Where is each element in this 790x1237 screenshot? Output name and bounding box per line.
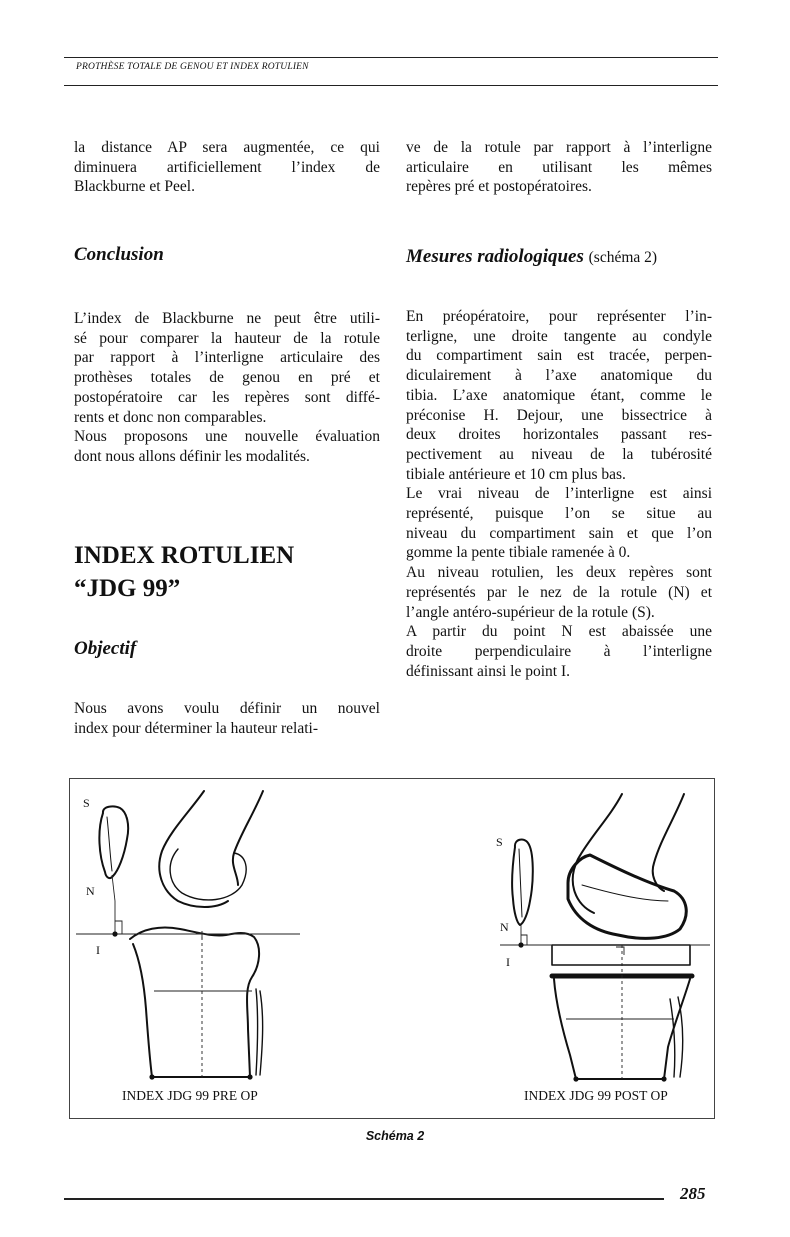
text-line: définissant ainsi le point I. (406, 662, 571, 680)
post-op-label-s: S (496, 835, 503, 849)
objectif-paragraph (74, 699, 380, 738)
text-line: prothèses totales de genou en pré et (74, 369, 380, 387)
mesures-heading-text: Mesures radiologiques (406, 246, 584, 267)
mesures-heading (406, 246, 657, 268)
pre-op-condyle (170, 849, 246, 900)
conclusion-paragraph (74, 309, 380, 467)
text-line: Au niveau rotulien, les deux repères sont (406, 564, 712, 582)
text-line: tibia. L’axe anatomique étant, comme le (406, 386, 712, 404)
text-line: Le vrai niveau de l’interligne est ainsi (406, 485, 712, 503)
pre-op-tibia-dot-right (247, 1074, 252, 1079)
right-intro-paragraph (406, 138, 712, 197)
post-op-tibia-dot-left (573, 1076, 578, 1081)
text-line: par rapport à l’interligne articulaire des (74, 349, 380, 367)
text-line: préconise H. Dejour, une bissectrice à (406, 406, 712, 424)
conclusion-heading: Conclusion (74, 244, 164, 265)
text-line: représenté, puisque l’on se situe au (406, 505, 712, 523)
text-line: deux droites horizontales passant res- (406, 426, 712, 444)
text-line: dont nous allons définir les modalités. (74, 447, 310, 465)
post-op-label-n: N (500, 920, 509, 934)
text-line: sé pour comparer la hauteur de la rotule (74, 329, 380, 347)
text-line: Nous proposons une nouvelle évaluation (74, 428, 380, 446)
text-line: En préopératoire, pour représenter l’in- (406, 308, 712, 325)
text-line: l’angle antéro-supérieur de la rotule (S). (406, 603, 655, 621)
heading-line: “JDG 99” (74, 575, 181, 602)
footer-rule (64, 1198, 664, 1200)
text-line: repères pré et postopératoires. (406, 178, 592, 196)
text-line: terligne, une droite tangente au condyle (406, 327, 712, 345)
text-line: postopératoire car les repères sont diffé- (74, 388, 380, 406)
post-op-femoral-component (568, 855, 686, 938)
mesures-heading-suffix: (schéma 2) (588, 249, 658, 266)
pre-op-femur-back (233, 791, 263, 885)
objectif-heading: Objectif (74, 638, 137, 659)
post-op-component-inner (582, 885, 668, 901)
text-line: gomme la pente tibiale ramenée à 0. (406, 544, 631, 562)
pre-op-caption: INDEX JDG 99 PRE OP (122, 1088, 258, 1103)
text-line: articulaire en utilisant les mêmes (406, 158, 712, 176)
text-line: diculairement à l’axe anatomique du (406, 367, 712, 385)
figure-title: Schéma 2 (365, 1129, 425, 1143)
pre-op-fibula (256, 989, 263, 1075)
text-line: représentés par le nez de la rotule (N) et (406, 583, 712, 601)
pre-op-patella-axis (112, 875, 115, 901)
pre-op-patella-inner (107, 817, 112, 871)
text-line: niveau du compartiment sain et que l’on (406, 524, 712, 542)
text-line: L’index de Blackburne ne peut être utili- (74, 310, 380, 327)
post-op-femur-back (653, 794, 684, 891)
pre-op-patella (99, 806, 128, 878)
text-line: Blackburne et Peel. (74, 178, 195, 196)
heading-line: INDEX ROTULIEN (74, 542, 295, 569)
schema-2-figure (69, 778, 715, 1119)
post-op-point-i (518, 942, 523, 947)
left-intro-paragraph (74, 138, 380, 197)
pre-op-label-s: S (83, 796, 90, 810)
header-top-rule (64, 57, 718, 58)
pre-op-label-n: N (86, 884, 95, 898)
text-line: rents et donc non comparables. (74, 408, 267, 426)
pre-op-femur-front (159, 791, 228, 907)
pre-op-tibia (130, 927, 259, 1077)
text-line: du compartiment sain est tracée, perpen- (406, 347, 712, 365)
post-op-femur-front (573, 794, 622, 913)
text-line: tibiale antérieure et 10 cm plus bas. (406, 465, 626, 483)
text-line: ve de la rotule par rapport à l’interligne (406, 139, 712, 156)
text-line: Nous avons voulu définir un nouvel (74, 700, 380, 717)
knee-diagram (70, 779, 714, 1118)
text-line: droite perpendiculaire à l’interligne (406, 642, 712, 660)
pre-op-label-i: I (96, 943, 100, 957)
text-line: pectivement au niveau de la tubérosité (406, 445, 712, 463)
post-op-small-square (616, 947, 624, 955)
pre-op-tibia-dot-left (149, 1074, 154, 1079)
index-rotulien-heading (74, 539, 294, 605)
text-line: index pour déterminer la hauteur relati- (74, 719, 319, 737)
text-line: diminuera artificiellement l’index de (74, 158, 380, 176)
post-op-patella-inner (519, 849, 522, 917)
post-op-tibial-insert (552, 945, 690, 965)
text-line: A partir du point N est abaissée une (406, 623, 712, 641)
post-op-drawing (512, 794, 692, 1079)
header-bottom-rule (64, 85, 718, 86)
running-head: PROTHÈSE TOTALE DE GENOU ET INDEX ROTULIEN (76, 62, 309, 72)
mesures-paragraph (406, 307, 712, 681)
post-op-label-i: I (506, 955, 510, 969)
post-op-patella (512, 840, 533, 925)
text-line: la distance AP sera augmentée, ce qui (74, 139, 380, 156)
pre-op-point-i (112, 931, 117, 936)
post-op-caption: INDEX JDG 99 POST OP (524, 1088, 668, 1103)
page-number: 285 (680, 1184, 706, 1203)
post-op-tibia-dot-right (661, 1076, 666, 1081)
